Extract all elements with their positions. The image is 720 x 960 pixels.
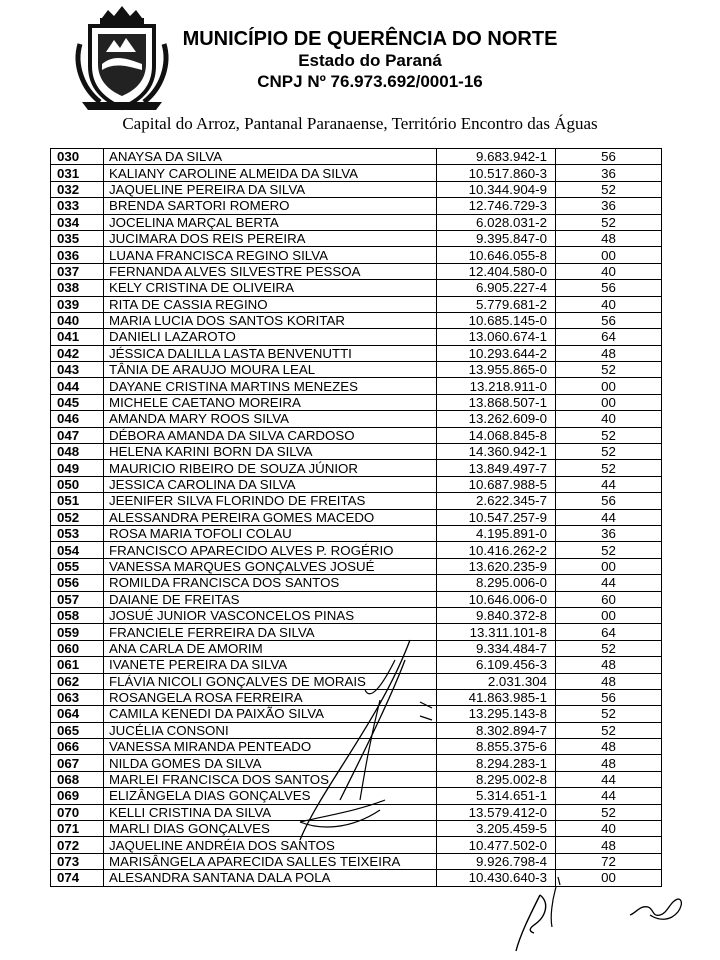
row-number: 052 — [51, 509, 104, 525]
row-number: 048 — [51, 444, 104, 460]
row-number: 056 — [51, 575, 104, 591]
row-number: 053 — [51, 525, 104, 541]
rg-number: 13.311.101-8 — [437, 624, 556, 640]
rg-number: 10.685.145-0 — [437, 312, 556, 328]
table-row — [51, 378, 662, 394]
score-value: 56 — [556, 312, 662, 328]
rg-number: 10.687.988-5 — [437, 476, 556, 492]
person-name: ROSA MARIA TOFOLI COLAU — [104, 525, 437, 541]
score-value: 00 — [556, 378, 662, 394]
document-header — [0, 0, 720, 150]
person-name: NILDA GOMES DA SILVA — [104, 755, 437, 771]
table-row — [51, 837, 662, 853]
person-name: RITA DE CASSIA REGINO — [104, 296, 437, 312]
person-name: FRANCIELE FERREIRA DA SILVA — [104, 624, 437, 640]
rg-number: 10.646.055-8 — [437, 247, 556, 263]
table-row — [51, 444, 662, 460]
rg-number: 9.840.372-8 — [437, 607, 556, 623]
person-name: JUCÉLIA CONSONI — [104, 722, 437, 738]
table-row — [51, 591, 662, 607]
row-number: 039 — [51, 296, 104, 312]
person-name: VANESSA MIRANDA PENTEADO — [104, 739, 437, 755]
table-row — [51, 493, 662, 509]
table-row — [51, 771, 662, 787]
rg-number: 10.517.860-3 — [437, 165, 556, 181]
row-number: 072 — [51, 837, 104, 853]
row-number: 032 — [51, 181, 104, 197]
score-value: 48 — [556, 755, 662, 771]
title-block — [180, 28, 560, 92]
row-number: 033 — [51, 198, 104, 214]
score-value: 52 — [556, 214, 662, 230]
person-name: ELIZÂNGELA DIAS GONÇALVES — [104, 788, 437, 804]
rg-number: 10.477.502-0 — [437, 837, 556, 853]
table-row — [51, 312, 662, 328]
table-row — [51, 624, 662, 640]
person-name: KELY CRISTINA DE OLIVEIRA — [104, 280, 437, 296]
rg-number: 13.060.674-1 — [437, 329, 556, 345]
table-row — [51, 362, 662, 378]
score-value: 60 — [556, 591, 662, 607]
person-name: MARLEI FRANCISCA DOS SANTOS — [104, 771, 437, 787]
rg-number: 13.868.507-1 — [437, 394, 556, 410]
score-value: 52 — [556, 804, 662, 820]
person-name: KELLI CRISTINA DA SILVA — [104, 804, 437, 820]
municipality-title: MUNICÍPIO DE QUERÊNCIA DO NORTE — [182, 28, 558, 50]
rg-number: 5.779.681-2 — [437, 296, 556, 312]
score-value: 56 — [556, 149, 662, 165]
score-value: 44 — [556, 788, 662, 804]
person-name: ANAYSA DA SILVA — [104, 149, 437, 165]
score-value: 52 — [556, 444, 662, 460]
row-number: 034 — [51, 214, 104, 230]
rg-number: 10.416.262-2 — [437, 542, 556, 558]
person-name: FERNANDA ALVES SILVESTRE PESSOA — [104, 263, 437, 279]
row-number: 071 — [51, 821, 104, 837]
row-number: 060 — [51, 640, 104, 656]
person-name: ANA CARLA DE AMORIM — [104, 640, 437, 656]
table-row — [51, 394, 662, 410]
table-row — [51, 427, 662, 443]
rg-number: 6.905.227-4 — [437, 280, 556, 296]
score-value: 52 — [556, 706, 662, 722]
score-value: 56 — [556, 280, 662, 296]
score-value: 48 — [556, 673, 662, 689]
person-name: KALIANY CAROLINE ALMEIDA DA SILVA — [104, 165, 437, 181]
rg-number: 13.295.143-8 — [437, 706, 556, 722]
row-number: 042 — [51, 345, 104, 361]
table-row — [51, 280, 662, 296]
state-subtitle: Estado do Paraná — [298, 51, 442, 70]
row-number: 036 — [51, 247, 104, 263]
table-row — [51, 722, 662, 738]
score-value: 36 — [556, 525, 662, 541]
table-row — [51, 329, 662, 345]
score-value: 40 — [556, 263, 662, 279]
person-name: ALESANDRA SANTANA DALA POLA — [104, 870, 437, 886]
table-row — [51, 657, 662, 673]
person-name: FRANCISCO APARECIDO ALVES P. ROGÉRIO — [104, 542, 437, 558]
person-name: MARLI DIAS GONÇALVES — [104, 821, 437, 837]
rg-number: 10.547.257-9 — [437, 509, 556, 525]
rg-number: 13.262.609-0 — [437, 411, 556, 427]
rg-number: 2.031.304 — [437, 673, 556, 689]
score-value: 44 — [556, 509, 662, 525]
table-row — [51, 673, 662, 689]
table-row — [51, 460, 662, 476]
score-value: 56 — [556, 493, 662, 509]
score-value: 52 — [556, 460, 662, 476]
person-name: MAURICIO RIBEIRO DE SOUZA JÚNIOR — [104, 460, 437, 476]
row-number: 058 — [51, 607, 104, 623]
score-value: 64 — [556, 624, 662, 640]
score-value: 40 — [556, 411, 662, 427]
candidate-table — [50, 148, 660, 887]
table-row — [51, 558, 662, 574]
row-number: 073 — [51, 853, 104, 869]
table-row — [51, 804, 662, 820]
person-name: JUCIMARA DOS REIS PEREIRA — [104, 230, 437, 246]
row-number: 059 — [51, 624, 104, 640]
person-name: TÂNIA DE ARAUJO MOURA LEAL — [104, 362, 437, 378]
rg-number: 8.294.283-1 — [437, 755, 556, 771]
signature-icon — [500, 875, 690, 955]
row-number: 054 — [51, 542, 104, 558]
score-value: 52 — [556, 181, 662, 197]
rg-number: 4.195.891-0 — [437, 525, 556, 541]
row-number: 070 — [51, 804, 104, 820]
person-name: DAYANE CRISTINA MARTINS MENEZES — [104, 378, 437, 394]
score-value: 36 — [556, 165, 662, 181]
table-row — [51, 821, 662, 837]
person-name: MICHELE CAETANO MOREIRA — [104, 394, 437, 410]
table-row — [51, 149, 662, 165]
rg-number: 10.430.640-3 — [437, 870, 556, 886]
cnpj-line: CNPJ Nº 76.973.692/0001-16 — [257, 72, 483, 91]
person-name: HELENA KARINI BORN DA SILVA — [104, 444, 437, 460]
rg-number: 9.395.847-0 — [437, 230, 556, 246]
rg-number: 13.579.412-0 — [437, 804, 556, 820]
person-name: JOCELINA MARÇAL BERTA — [104, 214, 437, 230]
table-row — [51, 181, 662, 197]
score-value: 48 — [556, 837, 662, 853]
row-number: 063 — [51, 689, 104, 705]
table-row — [51, 198, 662, 214]
score-value: 00 — [556, 558, 662, 574]
person-name: JAQUELINE ANDRÉIA DOS SANTOS — [104, 837, 437, 853]
score-value: 64 — [556, 329, 662, 345]
row-number: 047 — [51, 427, 104, 443]
row-number: 068 — [51, 771, 104, 787]
rg-number: 8.295.006-0 — [437, 575, 556, 591]
row-number: 057 — [51, 591, 104, 607]
rg-number: 8.302.894-7 — [437, 722, 556, 738]
rg-number: 9.926.798-4 — [437, 853, 556, 869]
row-number: 035 — [51, 230, 104, 246]
table-row — [51, 230, 662, 246]
row-number: 043 — [51, 362, 104, 378]
score-value: 00 — [556, 394, 662, 410]
row-number: 051 — [51, 493, 104, 509]
person-name: MARIA LUCIA DOS SANTOS KORITAR — [104, 312, 437, 328]
rg-number: 13.620.235-9 — [437, 558, 556, 574]
rg-number: 3.205.459-5 — [437, 821, 556, 837]
row-number: 067 — [51, 755, 104, 771]
score-value: 72 — [556, 853, 662, 869]
score-value: 00 — [556, 870, 662, 886]
person-name: DAIANE DE FREITAS — [104, 591, 437, 607]
table-row — [51, 214, 662, 230]
table-row — [51, 165, 662, 181]
person-name: JÉSSICA DALILLA LASTA BENVENUTTI — [104, 345, 437, 361]
score-value: 48 — [556, 345, 662, 361]
person-name: IVANETE PEREIRA DA SILVA — [104, 657, 437, 673]
row-number: 044 — [51, 378, 104, 394]
row-number: 065 — [51, 722, 104, 738]
person-name: DÉBORA AMANDA DA SILVA CARDOSO — [104, 427, 437, 443]
score-value: 00 — [556, 247, 662, 263]
row-number: 031 — [51, 165, 104, 181]
table-row — [51, 345, 662, 361]
table-row — [51, 755, 662, 771]
person-name: ROMILDA FRANCISCA DOS SANTOS — [104, 575, 437, 591]
person-name: AMANDA MARY ROOS SILVA — [104, 411, 437, 427]
score-value: 56 — [556, 689, 662, 705]
row-number: 064 — [51, 706, 104, 722]
municipal-crest-icon — [72, 4, 172, 114]
rg-number: 13.849.497-7 — [437, 460, 556, 476]
table-row — [51, 542, 662, 558]
table-row — [51, 788, 662, 804]
rg-number: 10.293.644-2 — [437, 345, 556, 361]
score-value: 40 — [556, 296, 662, 312]
score-value: 48 — [556, 230, 662, 246]
rg-number: 8.855.375-6 — [437, 739, 556, 755]
row-number: 069 — [51, 788, 104, 804]
table-row — [51, 607, 662, 623]
person-name: MARISÂNGELA APARECIDA SALLES TEIXEIRA — [104, 853, 437, 869]
person-name: DANIELI LAZAROTO — [104, 329, 437, 345]
table-row — [51, 476, 662, 492]
municipality-motto: Capital do Arroz, Pantanal Paranaense, Território Encontro das Águas — [122, 114, 598, 133]
row-number: 038 — [51, 280, 104, 296]
rg-number: 13.955.865-0 — [437, 362, 556, 378]
rg-number: 9.683.942-1 — [437, 149, 556, 165]
score-value: 52 — [556, 427, 662, 443]
score-value: 52 — [556, 362, 662, 378]
person-name: ALESSANDRA PEREIRA GOMES MACEDO — [104, 509, 437, 525]
table-row — [51, 247, 662, 263]
score-value: 44 — [556, 575, 662, 591]
row-number: 062 — [51, 673, 104, 689]
table-row — [51, 575, 662, 591]
score-value: 52 — [556, 640, 662, 656]
row-number: 074 — [51, 870, 104, 886]
score-value: 52 — [556, 722, 662, 738]
table-row — [51, 263, 662, 279]
score-value: 36 — [556, 198, 662, 214]
rg-number: 12.746.729-3 — [437, 198, 556, 214]
row-number: 030 — [51, 149, 104, 165]
row-number: 045 — [51, 394, 104, 410]
row-number: 066 — [51, 739, 104, 755]
rg-number: 13.218.911-0 — [437, 378, 556, 394]
person-name: BRENDA SARTORI ROMERO — [104, 198, 437, 214]
table-row — [51, 706, 662, 722]
row-number: 050 — [51, 476, 104, 492]
score-value: 52 — [556, 542, 662, 558]
table-row — [51, 509, 662, 525]
person-name: FLÁVIA NICOLI GONÇALVES DE MORAIS — [104, 673, 437, 689]
rg-number: 6.028.031-2 — [437, 214, 556, 230]
row-number: 061 — [51, 657, 104, 673]
person-name: JAQUELINE PEREIRA DA SILVA — [104, 181, 437, 197]
rg-number: 9.334.484-7 — [437, 640, 556, 656]
rg-number: 41.863.985-1 — [437, 689, 556, 705]
person-name: LUANA FRANCISCA REGINO SILVA — [104, 247, 437, 263]
rg-number: 14.068.845-8 — [437, 427, 556, 443]
table-row — [51, 411, 662, 427]
row-number: 041 — [51, 329, 104, 345]
rg-number: 10.646.006-0 — [437, 591, 556, 607]
rg-number: 10.344.904-9 — [437, 181, 556, 197]
rg-number: 2.622.345-7 — [437, 493, 556, 509]
row-number: 049 — [51, 460, 104, 476]
table-row — [51, 853, 662, 869]
row-number: 046 — [51, 411, 104, 427]
score-value: 00 — [556, 607, 662, 623]
person-name: JEENIFER SILVA FLORINDO DE FREITAS — [104, 493, 437, 509]
score-value: 48 — [556, 739, 662, 755]
person-name: JOSUÉ JUNIOR VASCONCELOS PINAS — [104, 607, 437, 623]
table-row — [51, 739, 662, 755]
person-name: CAMILA KENEDI DA PAIXÃO SILVA — [104, 706, 437, 722]
table-row — [51, 640, 662, 656]
row-number: 037 — [51, 263, 104, 279]
score-value: 44 — [556, 771, 662, 787]
rg-number: 6.109.456-3 — [437, 657, 556, 673]
row-number: 040 — [51, 312, 104, 328]
rg-number: 12.404.580-0 — [437, 263, 556, 279]
table-row — [51, 296, 662, 312]
table-row — [51, 525, 662, 541]
rg-number: 8.295.002-8 — [437, 771, 556, 787]
table-row — [51, 689, 662, 705]
row-number: 055 — [51, 558, 104, 574]
person-name: JESSICA CAROLINA DA SILVA — [104, 476, 437, 492]
person-name: VANESSA MARQUES GONÇALVES JOSUÉ — [104, 558, 437, 574]
score-value: 48 — [556, 657, 662, 673]
score-value: 44 — [556, 476, 662, 492]
score-value: 40 — [556, 821, 662, 837]
person-name: ROSANGELA ROSA FERREIRA — [104, 689, 437, 705]
rg-number: 5.314.651-1 — [437, 788, 556, 804]
table-body — [51, 149, 662, 887]
rg-number: 14.360.942-1 — [437, 444, 556, 460]
